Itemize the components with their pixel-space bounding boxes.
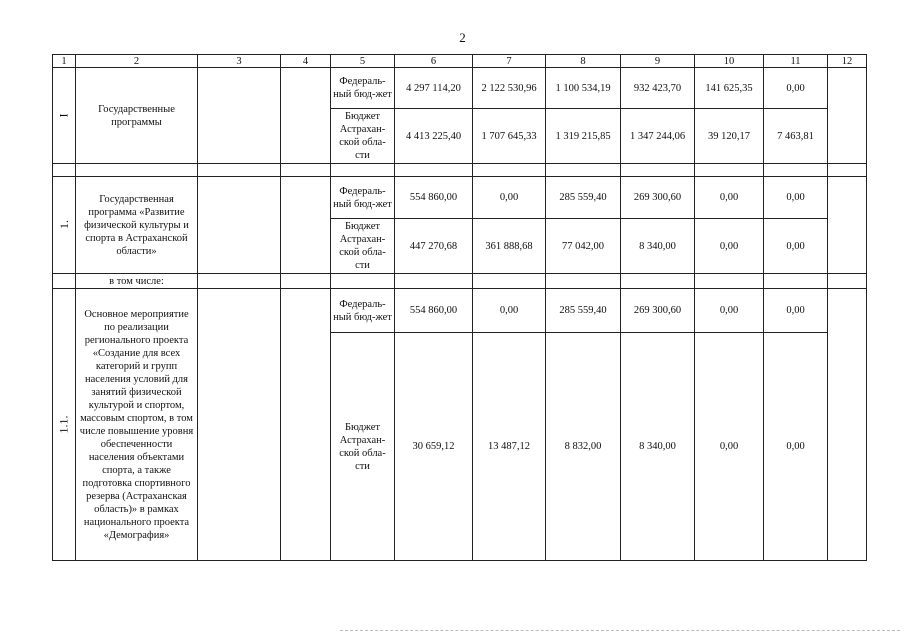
value-cell: 8 340,00 xyxy=(621,219,695,274)
empty-cell xyxy=(828,177,867,274)
value-cell: 554 860,00 xyxy=(395,289,473,333)
value-cell: 1 319 215,85 xyxy=(546,109,621,164)
row-name: Государственные программы xyxy=(76,68,198,164)
row-code-cell xyxy=(53,68,76,164)
empty-cell xyxy=(281,289,331,561)
row-code-cell xyxy=(53,289,76,561)
page-number: 2 xyxy=(459,30,466,45)
empty-cell xyxy=(198,177,281,274)
subheading-row xyxy=(53,274,867,289)
table-row xyxy=(53,177,867,219)
value-cell: 4 297 114,20 xyxy=(395,68,473,109)
table-row xyxy=(53,68,867,109)
value-cell: 361 888,68 xyxy=(473,219,546,274)
source-federal: Федераль-ный бюд-жет xyxy=(331,177,395,219)
value-cell: 0,00 xyxy=(764,177,828,219)
empty-cell xyxy=(281,68,331,164)
source-regional: Бюджет Астрахан-ской обла-сти xyxy=(331,333,395,561)
budget-table xyxy=(52,54,867,561)
value-cell: 932 423,70 xyxy=(621,68,695,109)
table-row xyxy=(53,289,867,333)
value-cell: 0,00 xyxy=(695,177,764,219)
column-number: 12 xyxy=(828,55,867,68)
empty-cell xyxy=(828,68,867,164)
column-number: 11 xyxy=(764,55,828,68)
value-cell: 7 463,81 xyxy=(764,109,828,164)
value-cell: 1 347 244,06 xyxy=(621,109,695,164)
row-code: 1. xyxy=(56,220,71,229)
value-cell: 2 122 530,96 xyxy=(473,68,546,109)
value-cell: 554 860,00 xyxy=(395,177,473,219)
value-cell: 447 270,68 xyxy=(395,219,473,274)
empty-cell xyxy=(281,177,331,274)
empty-cell xyxy=(53,274,76,289)
value-cell: 0,00 xyxy=(473,289,546,333)
column-number: 1 xyxy=(53,55,76,68)
empty-cell xyxy=(828,289,867,561)
value-cell: 0,00 xyxy=(695,219,764,274)
value-cell: 1 707 645,33 xyxy=(473,109,546,164)
value-cell: 1 100 534,19 xyxy=(546,68,621,109)
column-number: 5 xyxy=(331,55,395,68)
empty-cell xyxy=(198,289,281,561)
value-cell: 285 559,40 xyxy=(546,289,621,333)
column-number-row xyxy=(53,55,867,68)
value-cell: 8 340,00 xyxy=(621,333,695,561)
value-cell: 0,00 xyxy=(764,333,828,561)
value-cell: 30 659,12 xyxy=(395,333,473,561)
value-cell: 8 832,00 xyxy=(546,333,621,561)
value-cell: 39 120,17 xyxy=(695,109,764,164)
spacer-row xyxy=(53,164,867,177)
value-cell: 77 042,00 xyxy=(546,219,621,274)
column-number: 8 xyxy=(546,55,621,68)
including-label: в том числе: xyxy=(76,274,198,289)
column-number: 4 xyxy=(281,55,331,68)
value-cell: 0,00 xyxy=(695,333,764,561)
column-number: 9 xyxy=(621,55,695,68)
value-cell: 285 559,40 xyxy=(546,177,621,219)
row-code-cell xyxy=(53,177,76,274)
value-cell: 0,00 xyxy=(764,219,828,274)
value-cell: 0,00 xyxy=(695,289,764,333)
source-regional: Бюджет Астрахан-ской обла-сти xyxy=(331,109,395,164)
source-federal: Федераль-ный бюд-жет xyxy=(331,68,395,109)
column-number: 7 xyxy=(473,55,546,68)
scan-artifact-line xyxy=(340,630,900,635)
value-cell: 0,00 xyxy=(764,68,828,109)
value-cell: 0,00 xyxy=(473,177,546,219)
column-number: 10 xyxy=(695,55,764,68)
row-code: 1.1. xyxy=(56,415,71,433)
value-cell: 0,00 xyxy=(764,289,828,333)
value-cell: 141 625,35 xyxy=(695,68,764,109)
value-cell: 13 487,12 xyxy=(473,333,546,561)
column-number: 3 xyxy=(198,55,281,68)
row-code: I xyxy=(56,113,71,117)
empty-cell xyxy=(198,68,281,164)
row-name: Основное мероприятие по реализации регионального проекта «Создание для всех категорий и групп населения условий для занятий физической культурой и спортом, массовым спортом, в том числе повышение уровня обеспеченности населения объектами спорта, а также подготовка спортивного резерва (Астраханская область)» в рамках национального проекта «Демография» xyxy=(76,289,198,561)
source-federal: Федераль-ный бюд-жет xyxy=(331,289,395,333)
column-number: 6 xyxy=(395,55,473,68)
column-number: 2 xyxy=(76,55,198,68)
value-cell: 4 413 225,40 xyxy=(395,109,473,164)
value-cell: 269 300,60 xyxy=(621,289,695,333)
value-cell: 269 300,60 xyxy=(621,177,695,219)
row-name: Государственная программа «Развитие физической культуры и спорта в Астраханской области» xyxy=(76,177,198,274)
source-regional: Бюджет Астрахан-ской обла-сти xyxy=(331,219,395,274)
